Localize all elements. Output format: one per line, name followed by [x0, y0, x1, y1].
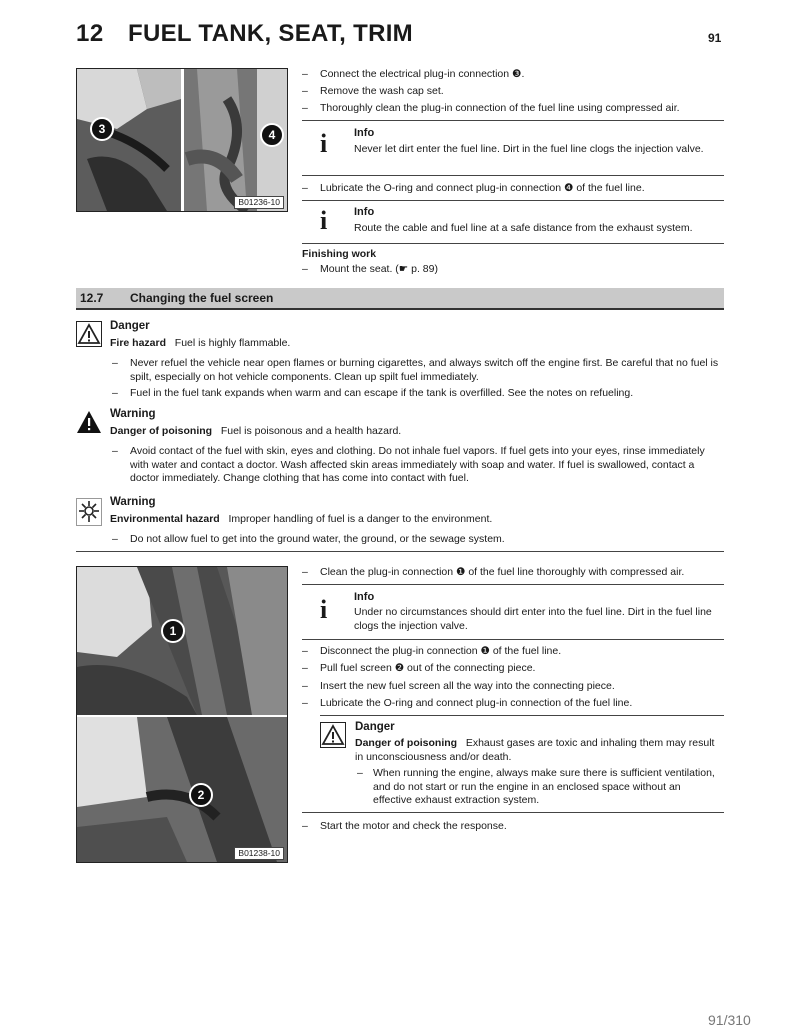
warning-title: Warning	[110, 496, 156, 508]
info-icon: i	[320, 129, 328, 158]
hazard-line	[110, 337, 290, 349]
hazard-name: Danger of poisoning	[355, 737, 458, 749]
callout-3: 3	[90, 117, 114, 141]
info-title: Info	[354, 206, 375, 218]
info-box	[302, 584, 724, 640]
info-text: Never let dirt enter the fuel line. Dirt in the fuel line clogs the injection valve.	[354, 143, 704, 155]
callout-1: 1	[161, 619, 185, 643]
chapter-number: 12	[76, 20, 104, 47]
chapter-title: FUEL TANK, SEAT, TRIM	[128, 20, 413, 47]
warning-title: Warning	[110, 408, 156, 420]
info-text: Under no circumstances should dirt enter into the fuel line. Dirt in the fuel line clogs the injection valve.	[354, 606, 712, 632]
info-title: Info	[354, 591, 375, 603]
finishing-heading: Finishing work	[302, 248, 377, 260]
section-title: Changing the fuel screen	[130, 291, 274, 305]
figure-fuel-line-connection	[76, 68, 288, 212]
photo-engine-top	[77, 69, 287, 211]
hazard-name: Environmental hazard	[110, 513, 220, 525]
info-title: Info	[354, 127, 375, 139]
danger-triangle-icon	[320, 722, 346, 753]
photo-fuel-line	[77, 567, 287, 862]
info-icon: i	[320, 595, 328, 624]
info-box	[302, 200, 724, 244]
figure-label: B01238-10	[234, 847, 284, 860]
info-box	[302, 120, 724, 176]
hazard-name: Fire hazard	[110, 337, 167, 349]
warning-triangle-icon	[76, 409, 102, 440]
hazard-text: Fuel is highly flammable.	[174, 337, 291, 349]
hazard-name: Danger of poisoning	[110, 425, 213, 437]
hazard-line	[110, 513, 492, 525]
hazard-text: Exhaust gases are toxic and inhaling them may result in unconsciousness and/or death.	[355, 737, 715, 763]
danger-title: Danger	[355, 721, 395, 733]
hazard-line	[355, 737, 721, 764]
page-number: 91	[708, 31, 722, 45]
divider	[302, 812, 724, 813]
figure-label: B01236-10	[234, 196, 284, 209]
divider	[76, 551, 724, 552]
divider	[320, 715, 724, 716]
danger-title: Danger	[110, 320, 150, 332]
figure-fuel-screen	[76, 566, 288, 863]
environment-hazard-icon	[76, 498, 102, 531]
info-text: Route the cable and fuel line at a safe distance from the exhaust system.	[354, 222, 693, 234]
hazard-text: Improper handling of fuel is a danger to the environment.	[228, 513, 493, 525]
page-indicator: 91/310	[708, 1012, 751, 1028]
danger-triangle-icon	[76, 321, 102, 352]
hazard-line	[110, 425, 401, 437]
callout-2: 2	[189, 783, 213, 807]
callout-4: 4	[260, 123, 284, 147]
hazard-text: Fuel is poisonous and a health hazard.	[220, 425, 402, 437]
info-icon: i	[320, 206, 328, 235]
section-number: 12.7	[80, 291, 104, 305]
